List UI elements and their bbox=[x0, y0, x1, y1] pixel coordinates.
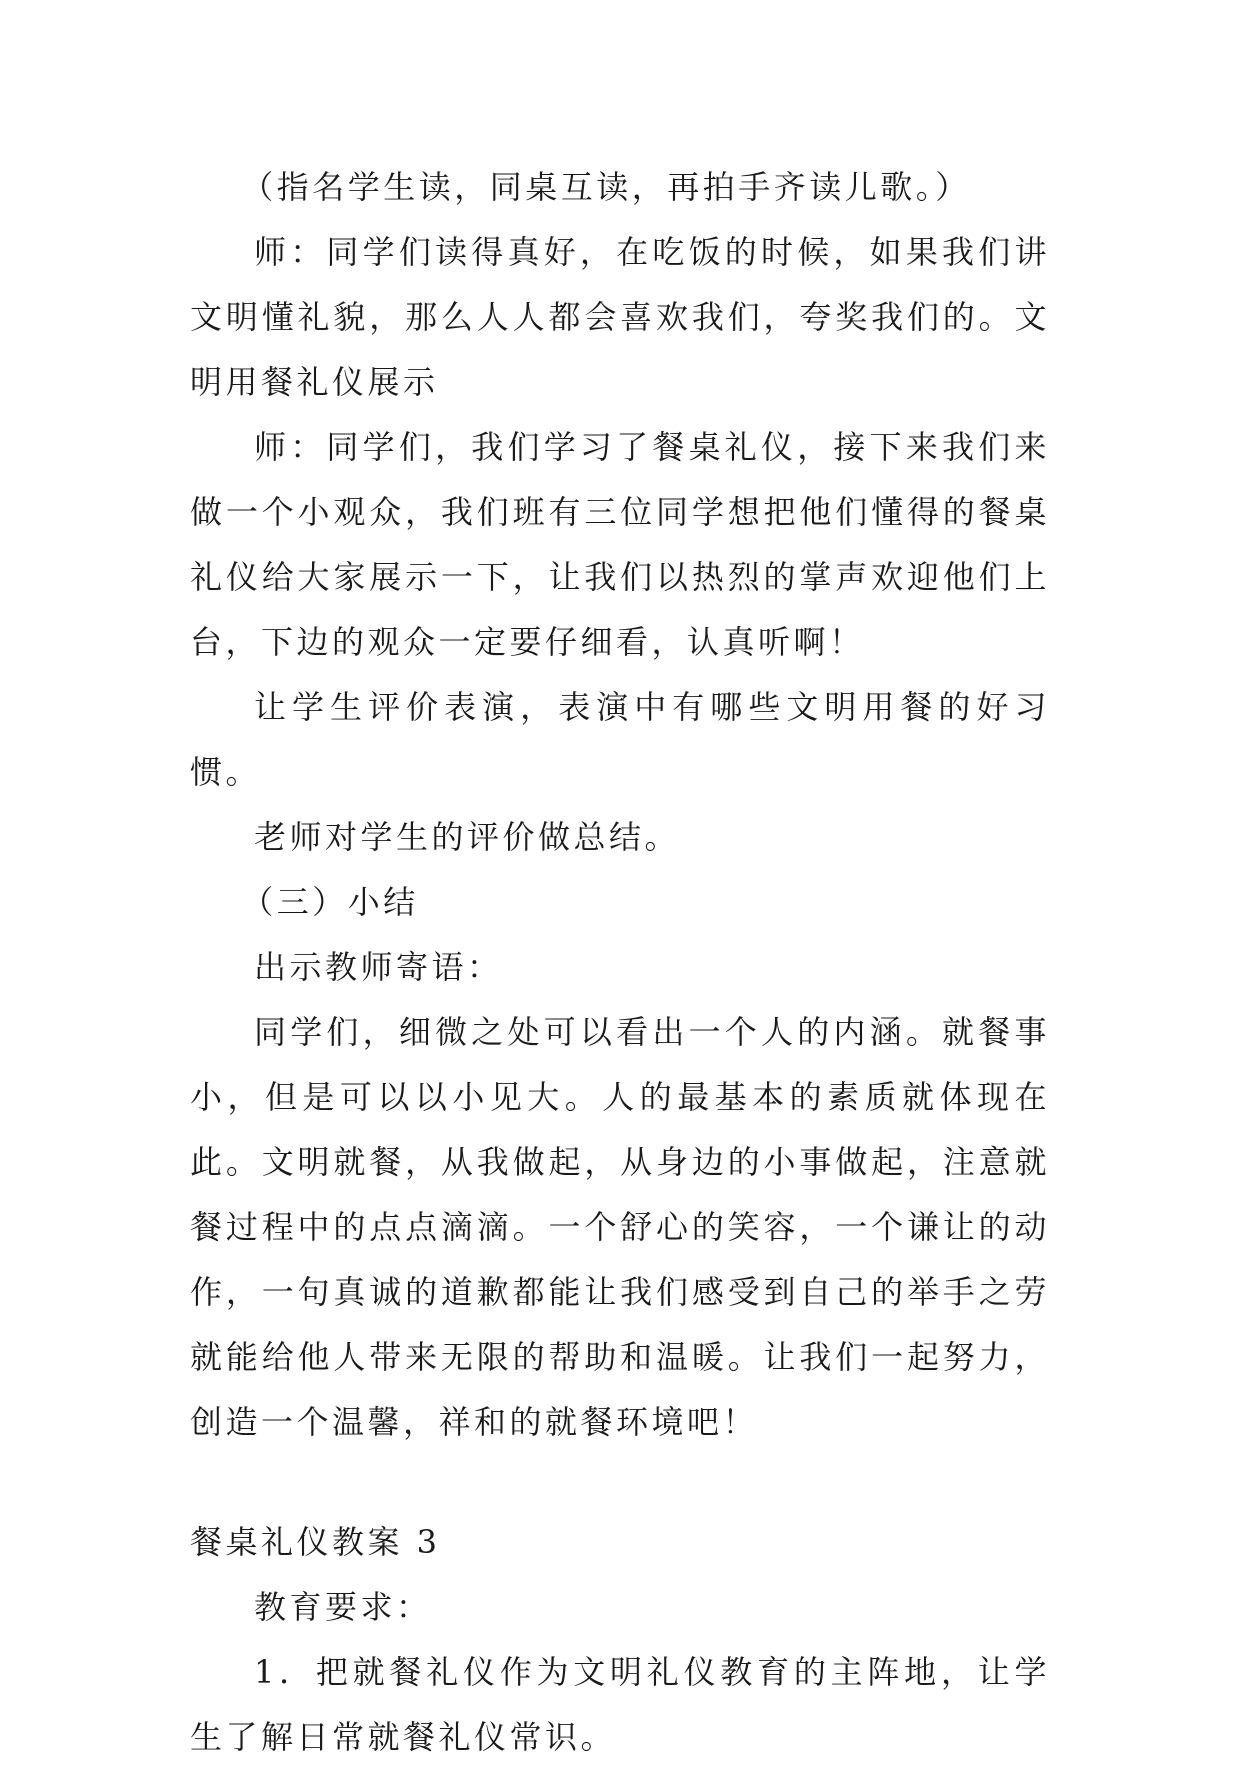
document-body bbox=[190, 155, 1050, 1770]
paragraph: 让学生评价表演，表演中有哪些文明用餐的好习惯。 bbox=[190, 688, 1050, 791]
paragraph: 出示教师寄语： bbox=[254, 948, 503, 986]
paragraph: 教育要求： bbox=[254, 1588, 432, 1626]
paragraph: 师：同学们，我们学习了餐桌礼仪，接下来我们来做一个小观众，我们班有三位同学想把他们懂得的餐桌礼仪给大家展示一下，让我们以热烈的掌声欢迎他们上台，下边的观众一定要仔细看，认真听啊！ bbox=[190, 428, 1050, 661]
section-subheading: （三）小结 bbox=[241, 883, 419, 921]
paragraph: 老师对学生的评价做总结。 bbox=[254, 818, 681, 856]
paragraph: （指名学生读，同桌互读，再拍手齐读儿歌。） bbox=[241, 168, 971, 206]
section-title: 餐桌礼仪教案 3 bbox=[190, 1523, 441, 1561]
paragraph: 同学们，细微之处可以看出一个人的内涵。就餐事小，但是可以以小见大。人的最基本的素质就体现在此。文明就餐，从我做起，从身边的小事做起，注意就餐过程中的点点滴滴。一个舒心的笑容，一个谦让的动作，一句真诚的道歉都能让我们感受到自己的举手之劳就能给他人带来无限的帮助和温暖。让我们一起努力，创造一个温馨，祥和的就餐环境吧！ bbox=[190, 1013, 1050, 1441]
section-spacer bbox=[190, 1455, 1050, 1510]
paragraph: 师：同学们读得真好，在吃饭的时候，如果我们讲文明懂礼貌，那么人人都会喜欢我们，夸奖我们的。文明用餐礼仪展示 bbox=[190, 233, 1050, 401]
paragraph: 1．把就餐礼仪作为文明礼仪教育的主阵地，让学生了解日常就餐礼仪常识。 bbox=[190, 1653, 1050, 1756]
